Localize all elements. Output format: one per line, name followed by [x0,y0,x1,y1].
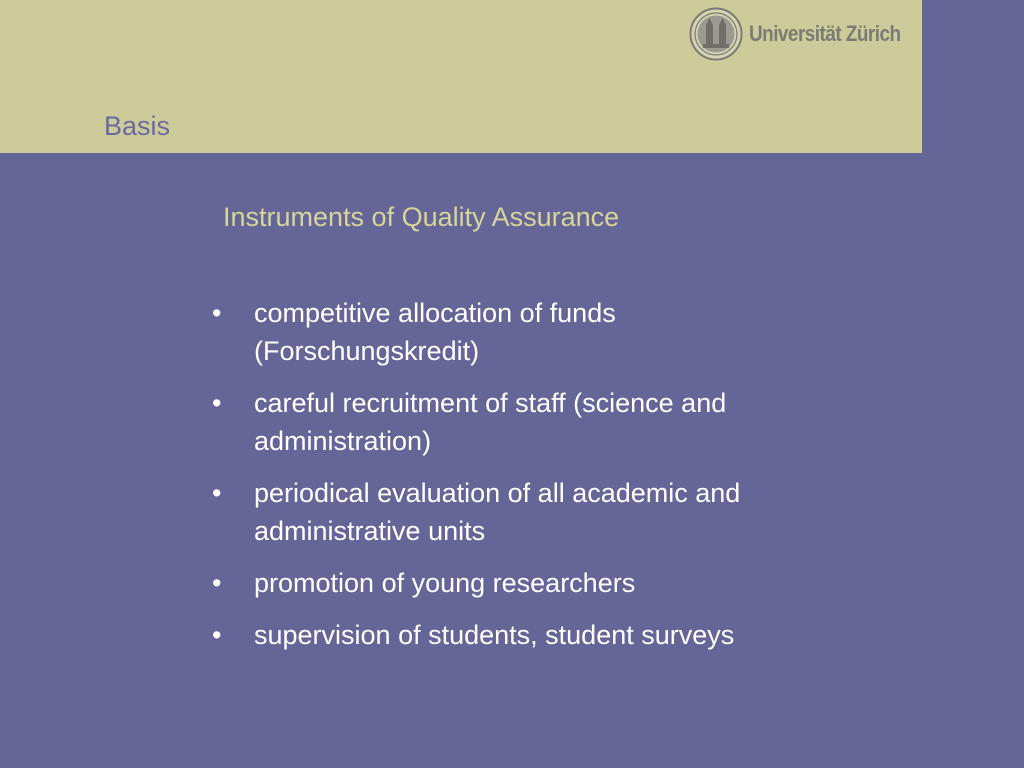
bullet-mark: • [212,388,222,418]
bullet-text-line: supervision of students, student surveys [254,620,735,650]
bullet-item [212,474,912,550]
university-logo [689,7,925,61]
bullet-list [212,294,912,668]
bullet-text-line: careful recruitment of staff (science and [254,388,727,418]
bullet-text-line: administrative units [254,516,486,546]
bullet-mark: • [212,478,222,508]
university-name: Universität Zürich [749,21,901,46]
bullet-text-line: (Forschungskredit) [254,336,480,366]
university-seal-icon [689,7,743,61]
bullet-mark: • [212,298,222,328]
bullet-item [212,564,912,602]
bullet-text-line: promotion of young researchers [254,568,636,598]
bullet-text-line: competitive allocation of funds [254,298,616,328]
slide-subtitle: Instruments of Quality Assurance [223,202,620,232]
bullet-item [212,294,912,370]
bullet-text-line: periodical evaluation of all academic and [254,478,741,508]
bullet-item [212,384,912,460]
slide-section-title: Basis [104,111,171,141]
bullet-text-line: administration) [254,426,432,456]
bullet-mark: • [212,568,222,598]
bullet-item [212,616,912,654]
bullet-mark: • [212,620,222,650]
